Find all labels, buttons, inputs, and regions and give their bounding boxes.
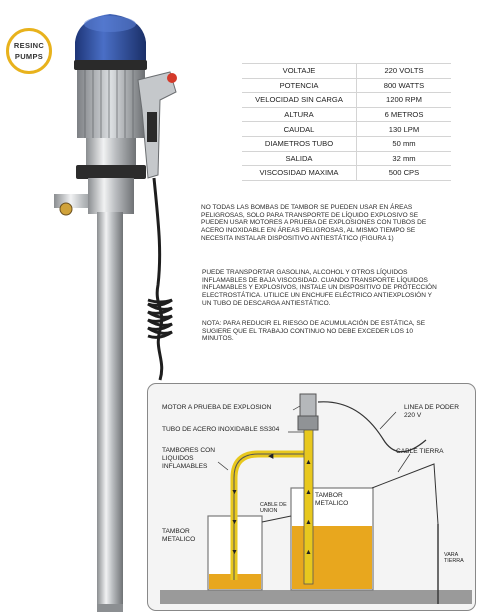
logo-line2: PUMPS (14, 52, 44, 61)
spec-label: ALTURA (242, 107, 357, 122)
label-vara: VARA TIERRA (444, 552, 464, 565)
spec-value: 6 METROS (357, 107, 452, 122)
diagram-tube (304, 430, 313, 584)
switch-icon (167, 73, 177, 83)
note-paragraph-2: PUEDE TRANSPORTAR GASOLINA, ALCOHOL Y OTROS LÍQUIDOS INFLAMABLES DE BAJA VISCOSIDAD. CUANDO TRANSPORTE LÍQUIDOS INFLAMABLES Y EXPLOSIVOS, INSTALE UN DISPOSITIVO DE PROTECCIÓN ELECTROSTÁTICA. UTILICE UN ENCHUFE ELÉCTRICO ANTIEXPLOSIÓN Y UN TUBO DE DESCARGA ANTIESTÁTICO. (202, 269, 437, 307)
spec-value: 50 mm (357, 136, 452, 151)
label-tambores: TAMBORES CON LIQUIDOS INFLAMABLES (162, 447, 215, 470)
spec-value: 220 VOLTS (357, 64, 452, 79)
svg-text:▲: ▲ (305, 549, 312, 556)
spec-value: 500 CPS (357, 166, 452, 181)
bonding-cable (262, 516, 291, 522)
note-paragraph-1: NO TODAS LAS BOMBAS DE TAMBOR SE PUEDEN USAR EN ÁREAS PELIGROSAS, SOLO PARA TRANSPORTE DE LÍQUIDO EXPLOSIVO SE PUEDEN USAR MOTORES A PRUEBA DE EXPLOSIONES CON TUBOS DE ACERO INOXIDABLE EN ÁREAS PELIGROSAS, AL MISMO TIEMPO SE NECESITA INSTALAR DISPOSITIVO ANTIESTÁTICO (FIGURA 1) (201, 204, 427, 242)
spec-value: 130 LPM (357, 122, 452, 137)
stainless-tube (97, 212, 123, 612)
svg-text:▲: ▲ (305, 489, 312, 496)
brand-logo (6, 28, 52, 74)
svg-text:▼: ▼ (231, 549, 238, 556)
spec-label: POTENCIA (242, 78, 357, 93)
svg-text:▲: ▲ (305, 519, 312, 526)
label-cable-union: CABLE DE UNION (260, 502, 287, 515)
pump-flange (76, 165, 146, 179)
table-row (242, 122, 451, 137)
svg-text:▲: ▲ (305, 459, 312, 466)
label-power-line: LINEA DE PODER 220 V (404, 404, 459, 419)
specs-table (242, 63, 451, 181)
ground (160, 590, 472, 604)
label-tube: TUBO DE ACERO INOXIDABLE SS304 (162, 426, 280, 433)
table-row (242, 166, 451, 181)
label-motor: MOTOR A PRUEBA DE EXPLOSION (162, 404, 272, 411)
spec-label: VISCOSIDAD MAXIMA (242, 166, 357, 181)
table-row (242, 151, 451, 166)
svg-text:▼: ▼ (231, 519, 238, 526)
svg-text:◀: ◀ (268, 453, 274, 460)
table-row (242, 107, 451, 122)
table-row (242, 78, 451, 93)
installation-diagram (147, 383, 476, 611)
spec-value: 800 WATTS (357, 78, 452, 93)
spec-label: VELOCIDAD SIN CARGA (242, 93, 357, 108)
spec-value: 1200 RPM (357, 93, 452, 108)
spec-label: VOLTAJE (242, 64, 357, 79)
note-paragraph-3: NOTA: PARA REDUCIR EL RIESGO DE ACUMULACIÓN DE ESTÁTICA, SE SUGIERE QUE EL TRABAJO CONTINUO NO DEBE EXCEDER LOS 10 MINUTOS. (202, 320, 426, 343)
motor-body (77, 70, 145, 138)
spec-label: CAUDAL (242, 122, 357, 137)
table-row (242, 136, 451, 151)
power-cable (154, 178, 162, 380)
svg-text:▼: ▼ (231, 489, 238, 496)
logo-line1: RESINC (13, 41, 45, 50)
table-row (242, 64, 451, 79)
ground-cable (372, 464, 438, 524)
table-row (242, 93, 451, 108)
label-right-drum: TAMBOR METALICO (315, 492, 349, 507)
spec-value: 32 mm (357, 151, 452, 166)
label-left-drum: TAMBOR METALICO (162, 528, 196, 543)
spec-label: SALIDA (242, 151, 357, 166)
diagram-motor (300, 394, 316, 416)
label-cable-tierra: CABLE TIERRA (396, 448, 444, 455)
spec-label: DIAMETROS TUBO (242, 136, 357, 151)
